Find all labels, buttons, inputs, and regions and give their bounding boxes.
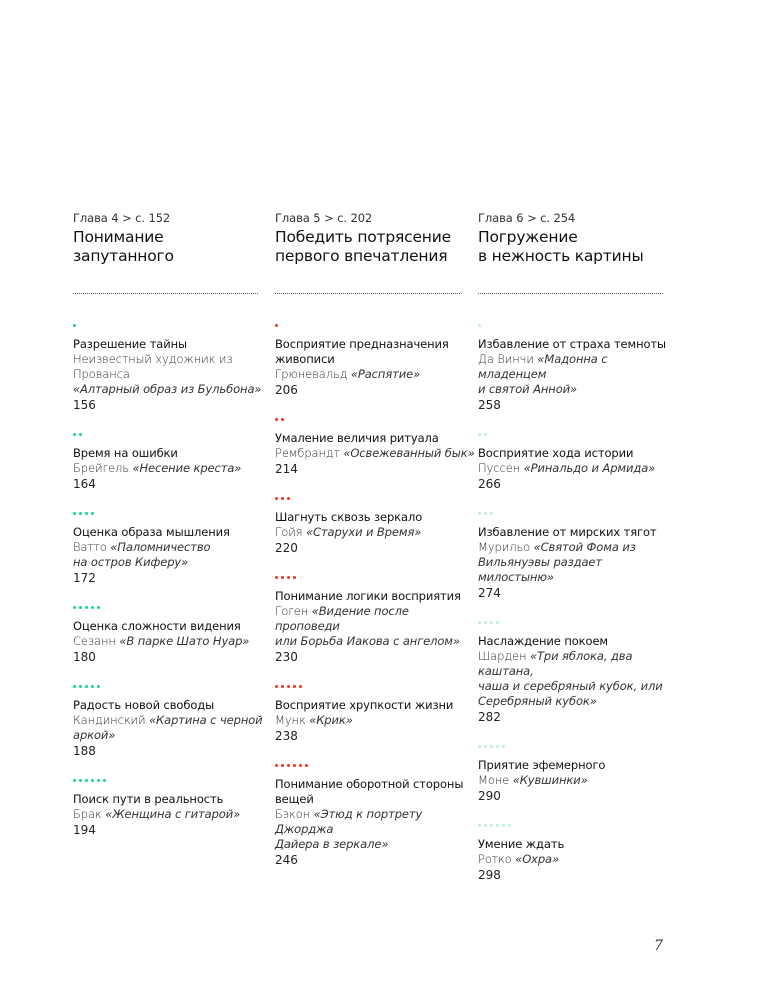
entry-title: Время на ошибки (73, 446, 178, 460)
entry-artwork-line: Гоген «Видение после проповеди (275, 604, 409, 633)
entry-page-number: 172 (73, 571, 96, 585)
entry-title: Понимание оборотной стороны вещей (275, 777, 464, 806)
chapter-column-5 (275, 211, 475, 867)
entry-artwork-line: Грюневальд «Распятие» (275, 367, 421, 381)
toc-entry (275, 324, 475, 398)
entry-artwork-line: Брейгель «Несение креста» (73, 461, 242, 475)
dot-icon (484, 433, 487, 436)
entry-artwork-line: Пуссен «Ринальдо и Армида» (478, 461, 656, 475)
dot-icon (287, 764, 290, 767)
dot-icon (484, 745, 487, 748)
entry-page-number: 180 (73, 650, 96, 664)
toc-entry (478, 745, 678, 804)
entry-artwork-line: Брак «Женщина с гитарой» (73, 807, 241, 821)
entry-title: Оценка сложности видения (73, 619, 241, 633)
dots-marker (478, 824, 678, 828)
dot-icon (97, 606, 100, 609)
dots-marker (73, 324, 273, 328)
dot-icon (484, 824, 487, 827)
entry-page-number: 266 (478, 477, 501, 491)
dot-icon (79, 685, 82, 688)
dots-marker (478, 621, 678, 625)
dot-icon (275, 764, 278, 767)
dot-icon (287, 685, 290, 688)
chapter-title: Погружение в нежность картины (478, 228, 644, 265)
entry-artwork-line: Мурильо «Святой Фома из (478, 540, 636, 554)
dot-icon (79, 512, 82, 515)
dot-icon (305, 764, 308, 767)
toc-entry (478, 824, 678, 883)
dot-icon (484, 512, 487, 515)
entry-page-number: 274 (478, 586, 501, 600)
entry-title: Восприятие предназначения живописи (275, 337, 449, 366)
entry-artwork-line: «Алтарный образ из Бульбона» (73, 382, 262, 396)
entry-artwork-line: Кандинский «Картина с черной (73, 713, 263, 727)
dot-icon (287, 576, 290, 579)
entry-page-number: 188 (73, 744, 96, 758)
dot-icon (496, 824, 499, 827)
dot-icon (281, 764, 284, 767)
entry-artwork-line: и святой Анной» (478, 382, 578, 396)
dot-icon (275, 418, 278, 421)
dots-marker (275, 324, 475, 328)
entry-page-number: 282 (478, 710, 501, 724)
dot-icon (293, 764, 296, 767)
entry-page-number: 214 (275, 462, 298, 476)
dot-icon (281, 576, 284, 579)
entry-artwork-line: Гойя «Старухи и Время» (275, 525, 422, 539)
dot-icon (91, 606, 94, 609)
toc-entry (73, 512, 273, 586)
entry-title: Умаление величия ритуала (275, 431, 439, 445)
dot-icon (97, 779, 100, 782)
entry-artwork-line: или Борьба Иакова с ангелом» (275, 634, 460, 648)
dots-marker (73, 606, 273, 610)
entry-artwork-line: Вильянуэвы раздает милостыню» (478, 555, 602, 584)
dots-marker (275, 764, 475, 768)
dot-icon (275, 576, 278, 579)
toc-entry (275, 685, 475, 744)
dots-marker (73, 433, 273, 437)
dot-icon (490, 745, 493, 748)
dots-marker (275, 576, 475, 580)
toc-entry (275, 576, 475, 665)
dot-icon (287, 497, 290, 500)
chapter-title: Понимание запутанного (73, 228, 174, 265)
chapter-column-6 (478, 211, 667, 882)
entry-artwork-line: Дайера в зеркале» (275, 837, 389, 851)
entry-page-number: 194 (73, 823, 96, 837)
dot-icon (73, 685, 76, 688)
toc-entry (73, 685, 273, 759)
entry-title: Радость новой свободы (73, 698, 215, 712)
dot-icon (275, 497, 278, 500)
dot-icon (478, 745, 481, 748)
entry-artwork-line: Рембрандт «Освежеванный бык» (275, 446, 475, 460)
entry-artwork-line: Да Винчи «Мадонна с младенцем (478, 352, 608, 381)
dot-icon (502, 745, 505, 748)
entry-artwork-line: Неизвестный художник из Прованса (73, 352, 233, 381)
entry-title: Наслаждение покоем (478, 634, 609, 648)
entry-title: Избавление от страха темноты (478, 337, 667, 351)
dot-icon (79, 433, 82, 436)
entry-artwork-line: на остров Киферу» (73, 555, 189, 569)
dots-marker (73, 685, 273, 689)
entry-list (478, 324, 678, 903)
dot-icon (478, 512, 481, 515)
dot-icon (79, 606, 82, 609)
entry-artwork-line: Серебряный кубок» (478, 694, 597, 708)
dot-icon (478, 433, 481, 436)
page-number: 7 (654, 938, 663, 954)
chapter-label: Глава 5 > с. 202 (275, 211, 373, 225)
toc-entry (73, 433, 273, 492)
dot-icon (293, 685, 296, 688)
dot-icon (91, 685, 94, 688)
dot-icon (281, 685, 284, 688)
entry-page-number: 156 (73, 398, 96, 412)
toc-entry (73, 606, 273, 665)
dot-icon (275, 324, 278, 327)
dot-icon (97, 685, 100, 688)
dotted-divider (73, 293, 258, 294)
dot-icon (484, 621, 487, 624)
dots-marker (478, 433, 678, 437)
dot-icon (281, 418, 284, 421)
dotted-divider (275, 293, 460, 294)
entry-page-number: 258 (478, 398, 501, 412)
toc-entry (73, 324, 273, 413)
toc-entry (478, 621, 678, 725)
dot-icon (79, 779, 82, 782)
dot-icon (490, 621, 493, 624)
dot-icon (73, 433, 76, 436)
entry-artwork-line: Бэкон «Этюд к портрету Джорджа (275, 807, 423, 836)
toc-entry (73, 779, 273, 838)
entry-title: Избавление от мирских тягот (478, 525, 657, 539)
entry-title: Шагнуть сквозь зеркало (275, 510, 423, 524)
entry-page-number: 220 (275, 541, 298, 555)
dot-icon (478, 621, 481, 624)
dots-marker (478, 512, 678, 516)
toc-entry (275, 418, 475, 477)
entry-list (73, 324, 273, 858)
dot-icon (103, 779, 106, 782)
entry-title: Разрешение тайны (73, 337, 188, 351)
dots-marker (73, 779, 273, 783)
dots-marker (478, 745, 678, 749)
chapter-column-4 (73, 211, 263, 837)
toc-entry (478, 512, 678, 601)
entry-title: Понимание логики восприятия (275, 589, 461, 603)
toc-entry (478, 324, 678, 413)
entry-page-number: 290 (478, 789, 501, 803)
dots-marker (275, 497, 475, 501)
entry-page-number: 246 (275, 853, 298, 867)
toc-entry (275, 764, 475, 868)
dot-icon (502, 824, 505, 827)
chapter-label: Глава 6 > с. 254 (478, 211, 576, 225)
dot-icon (496, 745, 499, 748)
entry-title: Приятие эфемерного (478, 758, 606, 772)
dot-icon (85, 512, 88, 515)
dot-icon (478, 824, 481, 827)
dot-icon (293, 576, 296, 579)
entry-title: Восприятие хрупкости жизни (275, 698, 454, 712)
dot-icon (73, 779, 76, 782)
entry-page-number: 164 (73, 477, 96, 491)
dots-marker (275, 418, 475, 422)
entry-title: Оценка образа мышления (73, 525, 230, 539)
dot-icon (91, 779, 94, 782)
chapter-title: Победить потрясение первого впечатления (275, 228, 451, 265)
entry-title: Восприятие хода истории (478, 446, 634, 460)
entry-artwork-line: Сезанн «В парке Шато Нуар» (73, 634, 250, 648)
dot-icon (73, 324, 76, 327)
entry-artwork-line: Ватто «Паломничество (73, 540, 211, 554)
entry-title: Умение ждать (478, 837, 565, 851)
dot-icon (91, 512, 94, 515)
entry-title: Поиск пути в реальность (73, 792, 224, 806)
dotted-divider (478, 293, 663, 294)
dot-icon (85, 779, 88, 782)
toc-entry (275, 497, 475, 556)
entry-artwork-line: чаша и серебряный кубок, или (478, 679, 663, 693)
entry-artwork-line: аркой» (73, 728, 116, 742)
dot-icon (299, 764, 302, 767)
dot-icon (490, 824, 493, 827)
entry-artwork-line: Ротко «Охра» (478, 852, 560, 866)
entry-page-number: 206 (275, 383, 298, 397)
dot-icon (478, 324, 481, 327)
entry-page-number: 298 (478, 868, 501, 882)
dot-icon (85, 606, 88, 609)
entry-artwork-line: Мунк «Крик» (275, 713, 353, 727)
entry-list (275, 324, 475, 888)
dot-icon (73, 512, 76, 515)
chapter-label: Глава 4 > с. 152 (73, 211, 171, 225)
entry-artwork-line: Моне «Кувшинки» (478, 773, 588, 787)
toc-entry (478, 433, 678, 492)
dot-icon (85, 685, 88, 688)
dot-icon (275, 685, 278, 688)
dots-marker (275, 685, 475, 689)
dot-icon (496, 621, 499, 624)
dot-icon (508, 824, 511, 827)
dot-icon (73, 606, 76, 609)
entry-page-number: 238 (275, 729, 298, 743)
dots-marker (73, 512, 273, 516)
dot-icon (299, 685, 302, 688)
entry-page-number: 230 (275, 650, 298, 664)
dots-marker (478, 324, 678, 328)
entry-artwork-line: Шарден «Три яблока, два каштана, (478, 649, 633, 678)
dot-icon (281, 497, 284, 500)
dot-icon (490, 512, 493, 515)
